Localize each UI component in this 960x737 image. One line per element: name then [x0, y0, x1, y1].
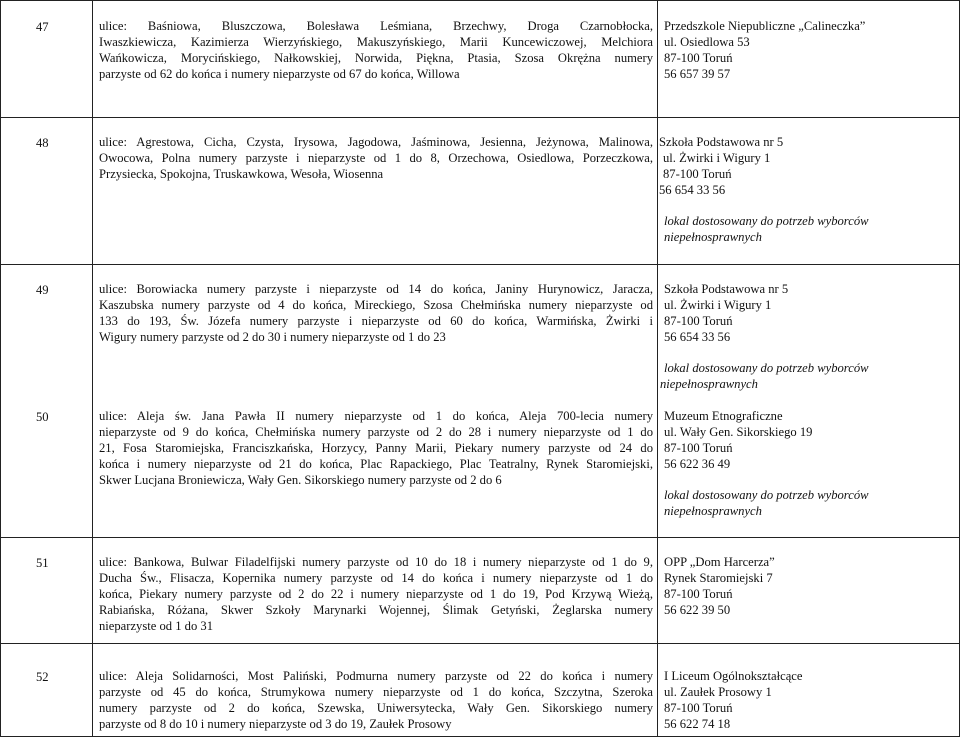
- accessibility-note: [664, 487, 954, 519]
- note-line: lokal dostosowany do potrzeb wyborców: [664, 214, 869, 228]
- row-border: [0, 117, 960, 118]
- place-name: OPP „Dom Harcerza”: [664, 555, 775, 569]
- district-number: 48: [36, 136, 49, 150]
- district-streets: [99, 281, 653, 345]
- district-streets: [99, 134, 653, 182]
- polling-place: [664, 554, 954, 618]
- streets-line: Iwaszkiewicza, Kazimierza Wierzyńskiego, Makuszyńskiego, Marii Kuncewiczowej, Melchiora: [99, 35, 653, 50]
- row-border: [0, 643, 960, 644]
- place-street: ul. Żwirki i Wigury 1: [664, 298, 772, 313]
- row-border: [0, 264, 960, 265]
- place-phone: 56 622 36 49: [664, 457, 731, 472]
- place-phone: 56 657 39 57: [664, 67, 731, 82]
- streets-line: ulice: Bankowa, Bulwar Filadelfijski numery parzyste od 10 do 18 i numery nieparzyste od 1 do 9,: [99, 555, 653, 569]
- streets-line: Ducha Św., Flisacza, Kopernika numery parzyste od 14 do końca i numery nieparzyste od 1 do: [99, 571, 653, 586]
- polling-place: [659, 134, 949, 198]
- note-line: niepełnosprawnych: [660, 377, 758, 392]
- polling-place: [664, 18, 954, 82]
- column-border: [0, 0, 1, 737]
- streets-line: ulice: Baśniowa, Bluszczowa, Bolesława Leśmiana, Brzechwy, Droga Czarnobłocka,: [99, 19, 653, 33]
- streets-line: Rabiańska, Różana, Skwer Szkoły Marynarki Wojennej, Ślimak Getyński, Żeglarska numery: [99, 603, 653, 618]
- row-border: [0, 537, 960, 538]
- place-name: Szkoła Podstawowa nr 5: [664, 282, 789, 296]
- streets-line: nieparzyste od 1 do 31: [99, 619, 214, 634]
- streets-line: parzyste od 8 do 10 i numery nieparzyste od 3 do 19, Zaułek Prosowy: [99, 717, 452, 732]
- column-border: [92, 0, 93, 737]
- streets-line: Przysiecka, Spokojna, Truskawkowa, Wesoła, Wiosenna: [99, 167, 384, 182]
- streets-line: Wańkowicza, Morycińskiego, Nałkowskiej, Norwida, Piękna, Ptasia, Szosa Okrężna numery: [99, 51, 653, 66]
- polling-place: [664, 668, 954, 732]
- place-city: 87-100 Toruń: [663, 167, 732, 182]
- streets-line: ulice: Aleja św. Jana Pawła II numery nieparzyste od 1 do końca, Aleja 700-lecia numery: [99, 409, 653, 423]
- place-street: ul. Osiedlowa 53: [664, 35, 750, 50]
- polling-place: [664, 281, 954, 345]
- streets-line: Skwer Lucjana Broniewicza, Wały Gen. Sikorskiego numery parzyste od 2 do 6: [99, 473, 502, 488]
- row-border: [0, 0, 960, 1]
- streets-line: nieparzyste od 9 do końca, Chełmińska numery parzyste od 2 do 28 i numery nieparzyste od 1 do: [99, 425, 653, 440]
- district-streets: [99, 668, 653, 732]
- place-city: 87-100 Toruń: [664, 51, 733, 66]
- place-name: I Liceum Ogólnokształcące: [664, 669, 803, 683]
- note-line: lokal dostosowany do potrzeb wyborców: [664, 488, 869, 502]
- accessibility-note: [664, 213, 954, 245]
- streets-line: 21, Fosa Staromiejska, Franciszkańska, Horzycy, Panny Marii, Piekary numery parzyste od 24 do: [99, 441, 653, 456]
- district-number: 51: [36, 556, 49, 570]
- streets-line: Kaszubska numery parzyste od 4 do końca, Mireckiego, Szosa Chełmińska numery nieparzyste od: [99, 298, 653, 313]
- district-number: 52: [36, 670, 49, 684]
- district-number: 47: [36, 20, 49, 34]
- place-city: 87-100 Toruń: [664, 701, 733, 716]
- note-line: niepełnosprawnych: [664, 504, 762, 519]
- place-phone: 56 654 33 56: [664, 330, 731, 345]
- streets-line: ulice: Agrestowa, Cicha, Czysta, Irysowa, Jagodowa, Jaśminowa, Jesienna, Jeżynowa, Malinowa,: [99, 135, 653, 149]
- place-phone: 56 622 39 50: [664, 603, 731, 618]
- streets-line: końca i numery nieparzyste od 21 do końca, Plac Rapackiego, Plac Teatralny, Rynek Staromiejski,: [99, 457, 653, 472]
- note-line: lokal dostosowany do potrzeb wyborców: [664, 361, 869, 375]
- note-line: niepełnosprawnych: [664, 230, 762, 245]
- district-streets: [99, 554, 653, 634]
- place-phone: 56 654 33 56: [659, 183, 726, 198]
- place-name: Przedszkole Niepubliczne „Calineczka”: [664, 19, 866, 33]
- place-street: ul. Wały Gen. Sikorskiego 19: [664, 425, 813, 440]
- streets-line: parzyste od 62 do końca i numery nieparzyste od 67 do końca, Willowa: [99, 67, 460, 82]
- place-street: ul. Zaułek Prosowy 1: [664, 685, 772, 700]
- place-street: ul. Żwirki i Wigury 1: [663, 151, 771, 166]
- place-street: Rynek Staromiejski 7: [664, 571, 773, 586]
- place-name: Muzeum Etnograficzne: [664, 409, 783, 423]
- streets-line: ulice: Borowiacka numery parzyste i nieparzyste od 14 do końca, Janiny Hurynowicz, Jaracza,: [99, 282, 653, 296]
- district-number: 49: [36, 283, 49, 297]
- polling-place: [664, 408, 954, 472]
- district-streets: [99, 18, 653, 82]
- accessibility-note: [660, 360, 954, 392]
- streets-line: numery parzyste od 2 do końca, Szewska, Uniwersytecka, Wały Gen. Sikorskiego numery: [99, 701, 653, 716]
- streets-line: parzyste od 45 do końca, Strumykowa numery nieparzyste od 1 do końca, Szczytna, Szeroka: [99, 685, 653, 700]
- place-name: Szkoła Podstawowa nr 5: [659, 135, 784, 149]
- streets-line: Owocowa, Polna numery parzyste i nieparzyste od 1 do 8, Orzechowa, Osiedlowa, Porzeczkowa,: [99, 151, 653, 166]
- district-number: 50: [36, 410, 49, 424]
- place-city: 87-100 Toruń: [664, 587, 733, 602]
- place-city: 87-100 Toruń: [664, 441, 733, 456]
- district-streets: [99, 408, 653, 488]
- place-phone: 56 622 74 18: [664, 717, 731, 732]
- place-city: 87-100 Toruń: [664, 314, 733, 329]
- column-border: [657, 0, 658, 737]
- streets-line: Wigury numery parzyste od 2 do 30 i numery nieparzyste od 1 do 23: [99, 330, 446, 345]
- streets-line: 133 do 193, Św. Józefa numery parzyste i nieparzyste od 60 do końca, Warmińska, Żwirki i: [99, 314, 653, 329]
- streets-line: ulice: Aleja Solidarności, Most Paliński, Podmurna numery parzyste od 22 do końca i numery: [99, 669, 653, 683]
- streets-line: końca, Piekary numery parzyste od 2 do 22 i numery nieparzyste od 1 do 19, Pod Krzywą Wieżą,: [99, 587, 653, 602]
